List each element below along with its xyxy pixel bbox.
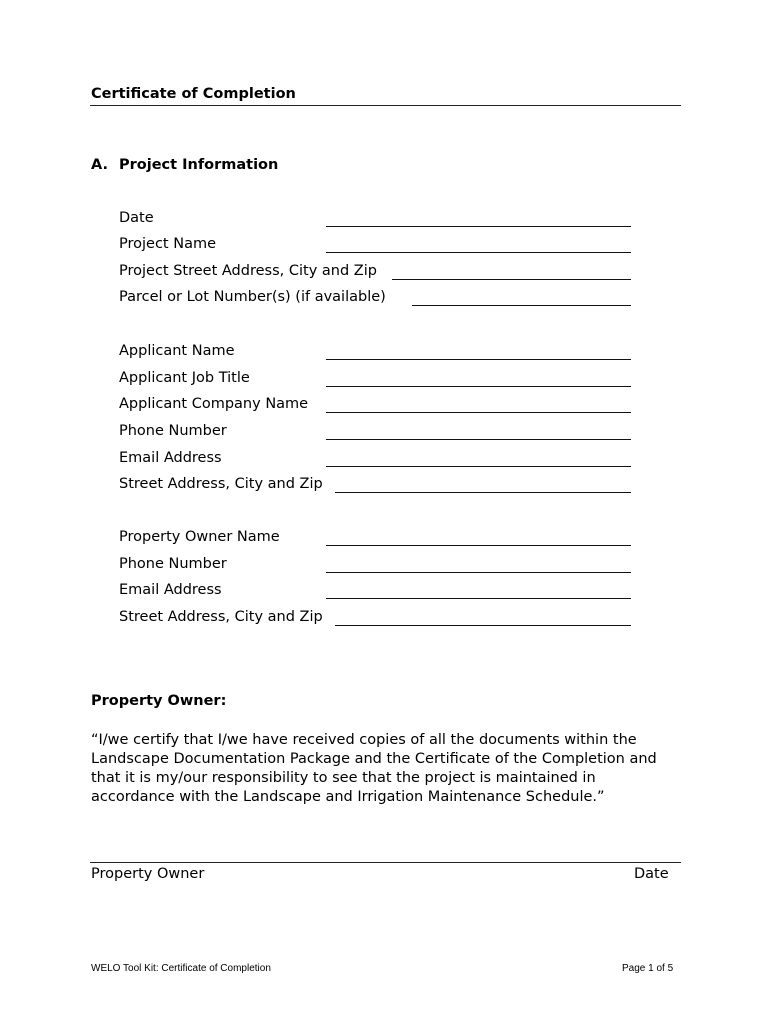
parcel-number-field[interactable]	[119, 289, 631, 309]
field-label: Applicant Job Title	[119, 370, 250, 386]
applicant-email-field[interactable]	[119, 450, 631, 470]
property-owner-heading: Property Owner:	[91, 693, 227, 709]
field-label: Applicant Name	[119, 343, 235, 359]
field-blank-line[interactable]	[326, 572, 631, 573]
signature-label: Property Owner	[91, 866, 205, 882]
owner-email-field[interactable]	[119, 582, 631, 602]
field-label: Property Owner Name	[119, 529, 280, 545]
owner-name-field[interactable]	[119, 529, 631, 549]
field-blank-line[interactable]	[326, 252, 631, 253]
signature-line[interactable]	[90, 862, 681, 863]
field-label: Email Address	[119, 450, 222, 466]
certification-statement	[91, 731, 691, 807]
field-label: Project Street Address, City and Zip	[119, 263, 377, 279]
section-a-heading	[91, 157, 278, 173]
project-address-field[interactable]	[119, 263, 631, 283]
field-blank-line[interactable]	[326, 226, 631, 227]
field-blank-line[interactable]	[326, 545, 631, 546]
field-label: Parcel or Lot Number(s) (if available)	[119, 289, 386, 305]
section-title: Project Information	[119, 157, 279, 173]
document-title: Certificate of Completion	[91, 86, 296, 102]
field-blank-line[interactable]	[326, 412, 631, 413]
field-label: Street Address, City and Zip	[119, 476, 323, 492]
section-number: A.	[91, 157, 108, 173]
field-label: Email Address	[119, 582, 222, 598]
applicant-phone-field[interactable]	[119, 423, 631, 443]
field-label: Phone Number	[119, 423, 227, 439]
statement-line: “I/we certify that I/we have received copies of all the documents within the	[91, 732, 637, 748]
signature-date-label: Date	[634, 866, 669, 882]
statement-line: Landscape Documentation Package and the Certificate of the Completion and	[91, 751, 657, 767]
applicant-job-title-field[interactable]	[119, 370, 631, 390]
field-label: Applicant Company Name	[119, 396, 309, 412]
title-underline	[90, 105, 681, 106]
footer-title: WELO Tool Kit: Certificate of Completion	[91, 963, 271, 974]
owner-address-field[interactable]	[119, 609, 631, 629]
field-label: Project Name	[119, 236, 216, 252]
applicant-address-field[interactable]	[119, 476, 631, 496]
statement-line: that it is my/our responsibility to see that the project is maintained in	[91, 770, 596, 786]
applicant-name-field[interactable]	[119, 343, 631, 363]
field-label: Phone Number	[119, 556, 227, 572]
page-number: Page 1 of 5	[622, 963, 674, 974]
field-blank-line[interactable]	[326, 598, 631, 599]
field-blank-line[interactable]	[412, 305, 631, 306]
field-blank-line[interactable]	[326, 466, 631, 467]
field-blank-line[interactable]	[326, 439, 631, 440]
field-label: Street Address, City and Zip	[119, 609, 323, 625]
field-blank-line[interactable]	[326, 386, 631, 387]
project-name-field[interactable]	[119, 236, 631, 256]
applicant-company-field[interactable]	[119, 396, 631, 416]
field-label: Date	[119, 210, 154, 226]
field-blank-line[interactable]	[335, 625, 631, 626]
field-blank-line[interactable]	[392, 279, 631, 280]
field-blank-line[interactable]	[326, 359, 631, 360]
field-blank-line[interactable]	[335, 492, 631, 493]
statement-line: accordance with the Landscape and Irrigation Maintenance Schedule.”	[91, 789, 605, 805]
date-field[interactable]	[119, 210, 631, 230]
owner-phone-field[interactable]	[119, 556, 631, 576]
